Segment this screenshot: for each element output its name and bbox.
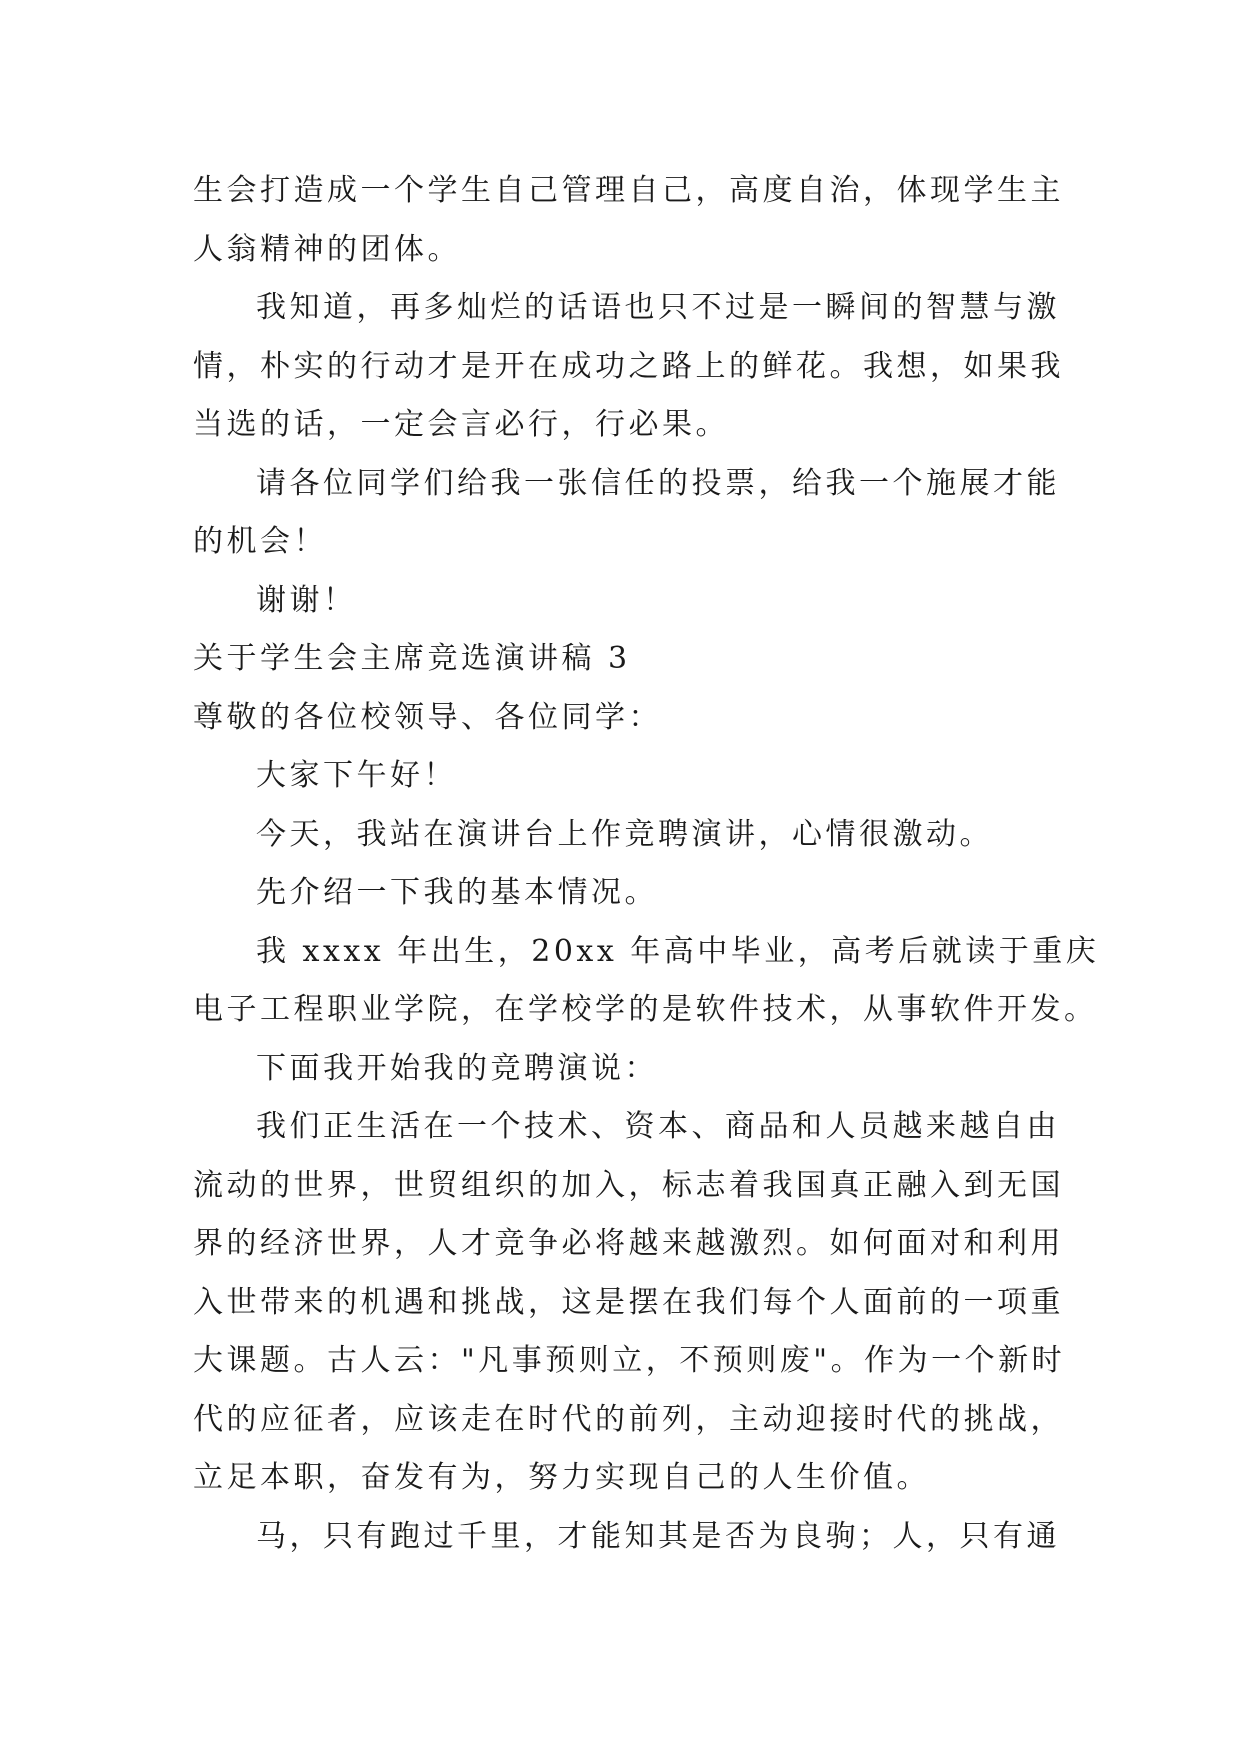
- text-line: 谢谢！: [256, 582, 357, 618]
- text-line: 先介绍一下我的基本情况。: [256, 875, 658, 910]
- text-line: 的机会！: [193, 524, 327, 559]
- text-line: 立足本职，奋发有为，努力实现自己的人生价值。: [193, 1460, 930, 1495]
- text-line: 请各位同学们给我一张信任的投票，给我一个施展才能: [256, 465, 1060, 501]
- text-line: 今天，我站在演讲台上作竞聘演讲，心情很激动。: [256, 816, 993, 852]
- text-line: 流动的世界，世贸组织的加入，标志着我国真正融入到无国: [193, 1167, 1064, 1203]
- text-line: 下面我开始我的竞聘演说：: [256, 1050, 658, 1086]
- text-line: 我知道，再多灿烂的话语也只不过是一瞬间的智慧与激: [256, 290, 1060, 325]
- text-line: 情，朴实的行动才是开在成功之路上的鲜花。我想，如果我: [193, 348, 1064, 384]
- text-line: 大课题。古人云："凡事预则立，不预则废"。作为一个新时: [193, 1343, 1066, 1378]
- text-line: 关于学生会主席竞选演讲稿 3: [193, 641, 631, 676]
- text-line: 电子工程职业学院，在学校学的是软件技术，从事软件开发。: [193, 992, 1098, 1027]
- text-line: 我 xxxx 年出生，20xx 年高中毕业，高考后就读于重庆: [256, 933, 1100, 969]
- text-line: 代的应征者，应该走在时代的前列，主动迎接时代的挑战，: [193, 1401, 1064, 1437]
- text-line: 当选的话，一定会言必行，行必果。: [193, 407, 729, 442]
- text-line: 马，只有跑过千里，才能知其是否为良驹；人，只有通: [256, 1518, 1060, 1554]
- text-line: 入世带来的机遇和挑战，这是摆在我们每个人面前的一项重: [193, 1284, 1064, 1320]
- text-line: 大家下午好！: [256, 758, 457, 793]
- document-body: [193, 162, 1100, 1566]
- text-line: 人翁精神的团体。: [193, 231, 461, 267]
- text-line: 生会打造成一个学生自己管理自己，高度自治，体现学生主: [193, 173, 1064, 208]
- text-line: 我们正生活在一个技术、资本、商品和人员越来越自由: [256, 1109, 1060, 1144]
- text-line: 界的经济世界，人才竞争必将越来越激烈。如何面对和利用: [193, 1226, 1064, 1261]
- text-line: 尊敬的各位校领导、各位同学：: [193, 699, 662, 735]
